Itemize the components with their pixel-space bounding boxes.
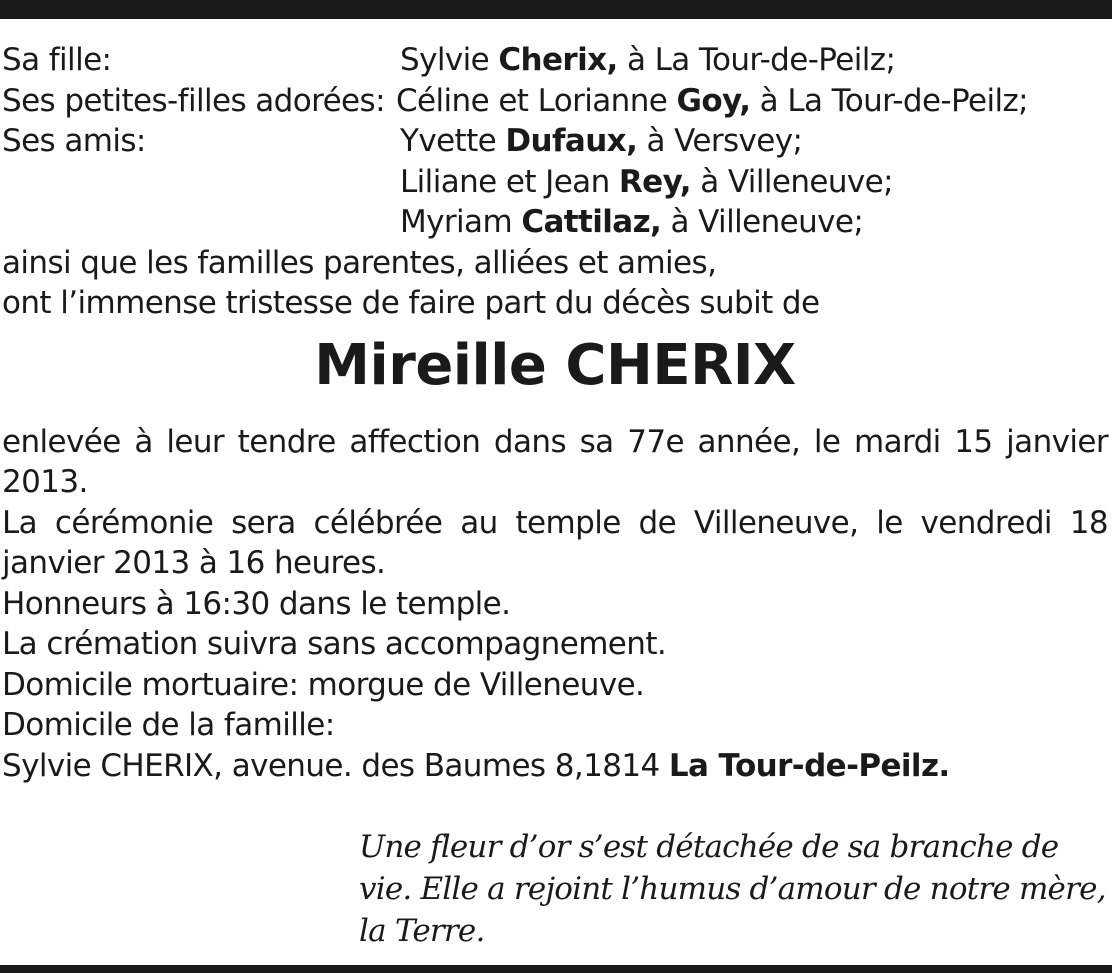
family-row-granddaughters	[2, 81, 1108, 122]
surname: Cattilaz,	[521, 204, 662, 240]
surname: Cherix,	[498, 42, 618, 78]
family-row-friends-cont	[2, 162, 1108, 203]
given-names: Myriam	[400, 204, 513, 240]
closing-quote: Une fleur d’or s’est détachée de sa branche de vie. Elle a rejoint l’humus d’amour de notre mère, la Terre.	[359, 829, 1106, 949]
top-rule	[0, 0, 1112, 19]
place: à La Tour-de-Peilz;	[759, 82, 1029, 119]
details-paragraph: La cérémonie sera célébrée au temple de Villeneuve, le vendredi 18 janvier 2013 à 16 heures.	[2, 504, 1108, 581]
place: à Versvey;	[646, 123, 803, 159]
surname: Goy,	[676, 82, 751, 119]
place: à Villeneuve;	[700, 163, 893, 200]
family-address	[2, 746, 1108, 787]
bottom-rule	[0, 965, 1112, 973]
intro-line: ainsi que les familles parentes, alliées et amies,	[2, 244, 717, 281]
family-row-friends	[2, 121, 1108, 162]
deceased-name: Mireille CHERIX	[314, 332, 796, 398]
relation-label: Sa fille:	[2, 42, 112, 78]
surname: Rey,	[618, 163, 691, 200]
intro-line: ont l’immense tristesse de faire part du décès subit de	[2, 285, 820, 321]
family-member	[400, 40, 895, 81]
relation-label: Ses amis:	[2, 123, 146, 159]
obituary-notice	[2, 40, 1108, 786]
details-line: Honneurs à 16:30 dans le temple.	[2, 585, 511, 622]
details-line: Domicile de la famille:	[2, 707, 335, 743]
details-line: La crémation suivra sans accompagnement.	[2, 626, 667, 662]
given-names: Yvette	[400, 123, 497, 159]
details-line: Domicile mortuaire: morgue de Villeneuve.	[2, 666, 645, 703]
family-member	[396, 81, 1028, 122]
relation-label: Ses petites-filles adorées:	[2, 82, 385, 119]
place: à Villeneuve;	[670, 204, 864, 240]
given-names: Sylvie	[400, 42, 490, 78]
place: à La Tour-de-Peilz;	[626, 42, 896, 78]
family-member	[400, 121, 802, 162]
surname: Dufaux,	[505, 123, 638, 159]
family-row-daughter	[2, 40, 1108, 81]
details-paragraph: enlevée à leur tendre affection dans sa 77e année, le mardi 15 janvier 2013.	[2, 423, 1108, 500]
address-town: La Tour-de-Peilz.	[668, 747, 950, 784]
family-member	[400, 162, 893, 203]
given-names: Liliane et Jean	[400, 163, 610, 200]
family-member	[400, 202, 863, 243]
given-names: Céline et Lorianne	[396, 82, 668, 119]
address-street: Sylvie CHERIX, avenue. des Baumes 8,1814	[2, 747, 660, 784]
family-row-friends-cont	[2, 202, 1108, 243]
